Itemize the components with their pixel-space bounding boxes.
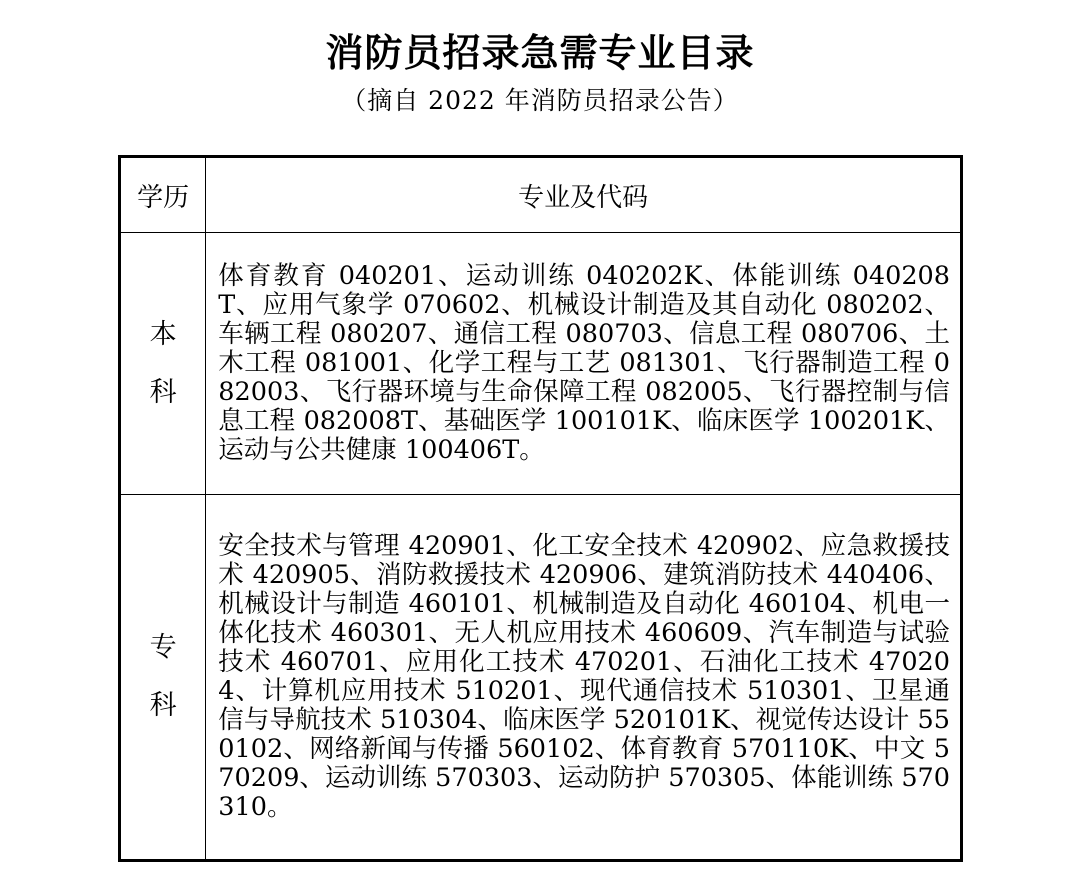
degree-benke-char-1: 本 bbox=[149, 318, 177, 350]
document-title: 消防员招录急需专业目录 bbox=[325, 30, 755, 75]
table-row-benke bbox=[120, 233, 962, 495]
header-majors: 专业及代码 bbox=[206, 157, 962, 233]
majors-benke: 体育教育 040201、运动训练 040202K、体能训练 040208T、应用气象学 070602、机械设计制造及其自动化 080202、车辆工程 080207、通信工程 080703、信息工程 080706、土木工程 081001、化学工程与工艺 081301、飞行器制造工程 082003、飞行器环境与生命保障工程 082005、飞行器控制与信息工程 082008T、基础医学 100101K、临床医学 100201K、运动与公共健康 100406T。 bbox=[206, 233, 962, 495]
major-catalog-table bbox=[118, 155, 963, 862]
table-header-row bbox=[120, 157, 962, 233]
header-degree: 学历 bbox=[120, 157, 206, 233]
document-subtitle: （摘自 2022 年消防员招录公告） bbox=[341, 86, 739, 115]
degree-benke-char-2: 科 bbox=[149, 376, 177, 408]
degree-zhuanke-char-1: 专 bbox=[149, 632, 177, 663]
degree-benke bbox=[120, 233, 206, 495]
table-row-zhuanke bbox=[120, 495, 962, 861]
degree-zhuanke bbox=[120, 495, 206, 861]
degree-zhuanke-char-2: 科 bbox=[149, 690, 177, 721]
majors-zhuanke: 安全技术与管理 420901、化工安全技术 420902、应急救援技术 420905、消防救援技术 420906、建筑消防技术 440406、机械设计与制造 460101、机械制造及自动化 460104、机电一体化技术 460301、无人机应用技术 460609、汽车制造与试验技术 460701、应用化工技术 470201、石油化工技术 470204、计算机应用技术 510201、现代通信技术 510301、卫星通信与导航技术 510304、临床医学 520101K、视觉传达设计 550102、网络新闻与传播 560102、体育教育 570110K、中文 570209、运动训练 570303、运动防护 570305、体能训练 570310。 bbox=[206, 495, 962, 861]
